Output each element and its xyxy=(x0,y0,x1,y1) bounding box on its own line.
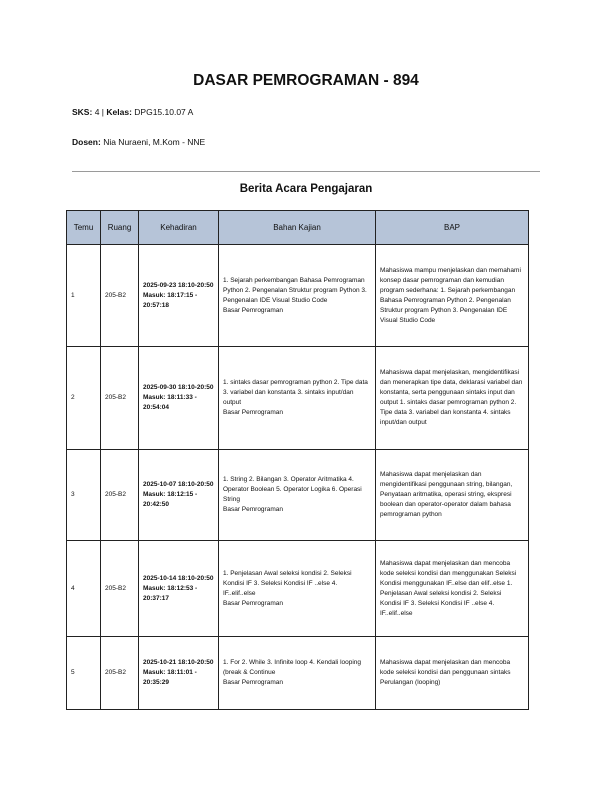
table-row xyxy=(67,245,529,347)
temu-cell: 3 xyxy=(67,450,101,541)
attendance-time: Masuk: 18:11:33 - 20:54:04 xyxy=(143,394,197,411)
bahan-kajian-cell xyxy=(219,245,376,347)
topic-text: 1. Penjelasan Awal seleksi kondisi 2. Seleksi Kondisi IF 3. Seleksi Kondisi IF ..else 4. IF..elif..else xyxy=(223,569,352,597)
bahan-kajian-cell xyxy=(219,541,376,637)
course-mode: Basar Pemrograman xyxy=(223,679,283,686)
kelas-label: Kelas: xyxy=(106,107,132,117)
topic-text: 1. sintaks dasar pemrograman python 2. Tipe data 3. variabel dan konstanta 3. sintaks input/dan output xyxy=(223,379,368,406)
ruang-cell: 205-B2 xyxy=(101,541,139,637)
table-row xyxy=(67,347,529,450)
bahan-kajian-cell xyxy=(219,347,376,450)
kehadiran-cell xyxy=(139,541,219,637)
ruang-cell: 205-B2 xyxy=(101,450,139,541)
dosen-label: Dosen: xyxy=(72,137,101,147)
session-date: 2025-10-21 18:10-20:50 xyxy=(143,659,214,666)
session-date: 2025-10-14 18:10-20:50 xyxy=(143,574,214,582)
ruang-cell: 205-B2 xyxy=(101,245,139,347)
table-row xyxy=(67,637,529,710)
course-mode: Basar Pemrograman xyxy=(223,599,283,607)
kehadiran-cell xyxy=(139,450,219,541)
ruang-cell: 205-B2 xyxy=(101,347,139,450)
meta-separator: | xyxy=(101,107,105,117)
temu-cell: 5 xyxy=(67,637,101,710)
table-row xyxy=(67,450,529,541)
bap-cell: Mahasiswa mampu menjelaskan dan memahami konsep dasar pemrograman dan kemudian program sederhana: 1. Sejarah perkembangan Bahasa Pemrograman Python 2. Pengenalan Struktur program Python 3. Pengenalan IDE Visual Studio Code xyxy=(376,245,529,347)
sks-label: SKS: xyxy=(72,107,93,117)
bahan-kajian-cell xyxy=(219,637,376,710)
temu-cell: 1 xyxy=(67,245,101,347)
header-temu: Temu xyxy=(67,211,101,245)
kehadiran-cell xyxy=(139,637,219,710)
page-title: DASAR PEMROGRAMAN - 894 xyxy=(193,72,419,89)
session-date: 2025-09-30 18:10-20:50 xyxy=(143,384,214,391)
kehadiran-cell xyxy=(139,347,219,450)
course-mode: Basar Pemrograman xyxy=(223,306,283,314)
divider xyxy=(72,171,540,172)
course-mode: Basar Pemrograman xyxy=(223,506,283,513)
temu-cell: 2 xyxy=(67,347,101,450)
table-row xyxy=(67,541,529,637)
course-mode: Basar Pemrograman xyxy=(223,409,283,416)
attendance-time: Masuk: 18:17:15 - 20:57:18 xyxy=(143,291,198,309)
bap-cell: Mahasiswa dapat menjelaskan dan mencoba kode seleksi kondisi dan penggunaan sintaks Perulangan (looping) xyxy=(376,637,529,710)
bahan-kajian-cell xyxy=(219,450,376,541)
dosen-value: Nia Nuraeni, M.Kom - NNE xyxy=(103,137,206,147)
temu-cell: 4 xyxy=(67,541,101,637)
attendance-time: Masuk: 18:12:53 - 20:37:17 xyxy=(143,584,198,602)
course-meta xyxy=(72,107,193,117)
topic-text: 1. Sejarah perkembangan Bahasa Pemrograman Python 2. Pengenalan Struktur program Python 3. Pengenalan IDE Visual Studio Code xyxy=(223,276,367,304)
header-ruang: Ruang xyxy=(101,211,139,245)
section-title: Berita Acara Pengajaran xyxy=(239,183,373,195)
bap-table xyxy=(66,210,529,710)
session-date: 2025-10-07 18:10-20:50 xyxy=(143,481,214,488)
kelas-value: DPG15.10.07 A xyxy=(134,107,194,117)
attendance-time: Masuk: 18:11:01 - 20:35:29 xyxy=(143,669,197,686)
header-kehadiran: Kehadiran xyxy=(139,211,219,245)
header-bahan-kajian: Bahan Kajian xyxy=(219,211,376,245)
topic-text: 1. For 2. While 3. Infinite loop 4. Kendali looping (break & Continue xyxy=(223,659,362,676)
bap-cell: Mahasiswa dapat menjelaskan dan mengidentifikasi penggunaan string, bilangan, Penyataan aritmatika, operasi string, ekspresi boolean dan operator-operator dalam bahasa pemrograman python xyxy=(376,450,529,541)
topic-text: 1. String 2. Bilangan 3. Operator Aritmatika 4. Operator Boolean 5. Operator Logika 6. Operasi String xyxy=(223,476,362,503)
ruang-cell: 205-B2 xyxy=(101,637,139,710)
attendance-time: Masuk: 18:12:15 - 20:42:50 xyxy=(143,491,198,508)
sks-value: 4 xyxy=(94,107,100,117)
table-header-row xyxy=(67,211,529,245)
session-date: 2025-09-23 18:10-20:50 xyxy=(143,281,214,289)
lecturer-meta xyxy=(72,137,205,147)
kehadiran-cell xyxy=(139,245,219,347)
header-bap: BAP xyxy=(376,211,529,245)
bap-cell: Mahasiswa dapat menjelaskan, mengidentifikasi dan menerapkan tipe data, deklarasi variabel dan konstanta, serta penggunaan sintaks input dan output 1. sintaks dasar pemrograman python 2. Tipe data 3. variabel dan konstanta 4. sintaks input/dan output xyxy=(376,347,529,450)
bap-cell: Mahasiswa dapat menjelaskan dan mencoba kode seleksi kondisi dan menggunakan Seleksi Kondisi menggunakan IF..else dan elif..else 1. Penjelasan Awal seleksi kondisi 2. Seleksi Kondisi IF 3. Seleksi Kondisi IF ..else 4. IF..elif..else xyxy=(376,541,529,637)
